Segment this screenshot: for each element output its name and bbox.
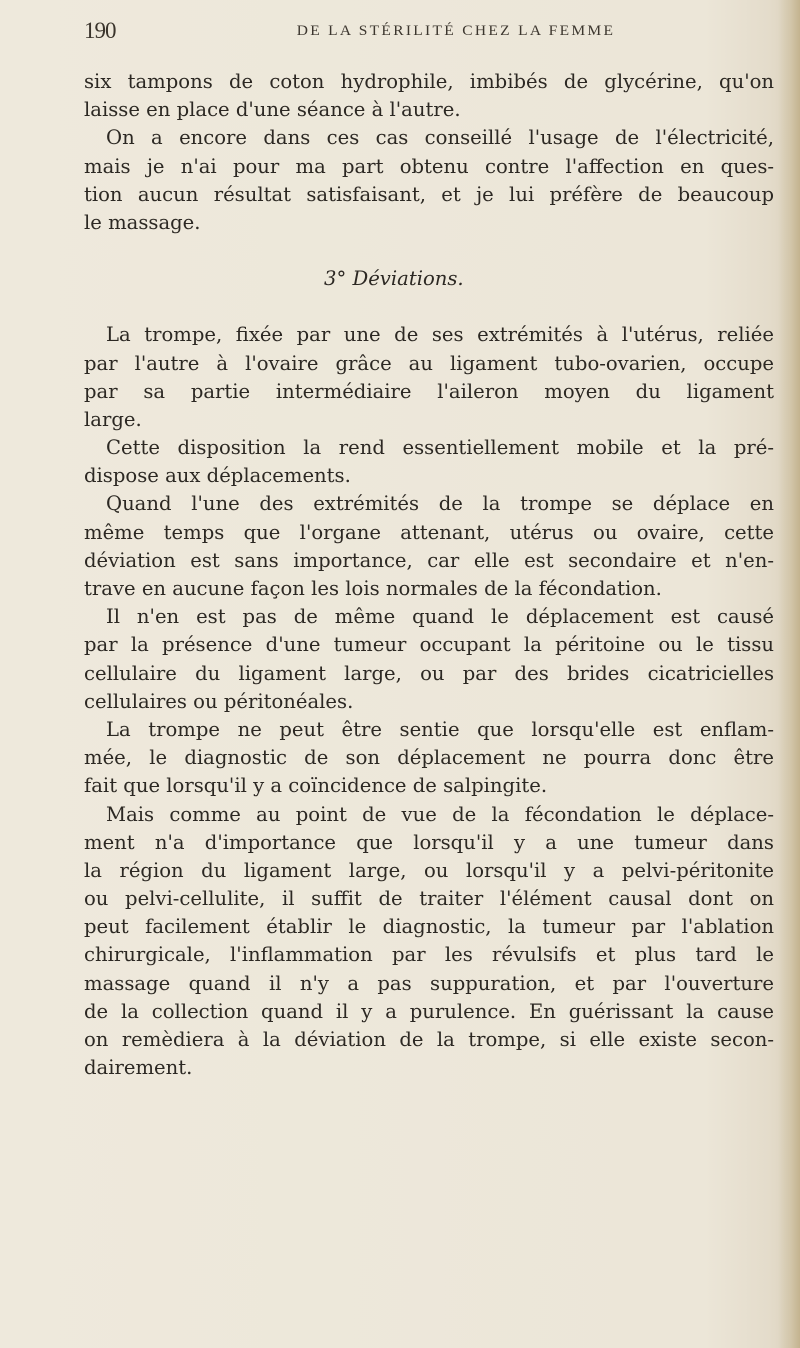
- page-header: [84, 18, 784, 58]
- running-head: DE LA STÉRILITÉ CHEZ LA FEMME: [296, 22, 616, 39]
- paragraph: [84, 321, 774, 434]
- paragraph: [84, 716, 774, 801]
- text-line: ou pelvi-cellulite, il suffit de traiter l'élément causal dont on: [84, 887, 774, 911]
- text-line: peut facilement établir le diagnostic, la tumeur par l'ablation: [84, 915, 774, 939]
- text-line: dispose aux déplacements.: [84, 464, 351, 488]
- paragraph: [84, 68, 774, 124]
- paragraph: [84, 124, 774, 237]
- text-line: chirurgicale, l'inflammation par les révulsifs et plus tard le: [84, 943, 774, 967]
- text-line: même temps que l'organe attenant, utérus ou ovaire, cette: [84, 520, 774, 544]
- text-line: par l'autre à l'ovaire grâce au ligament tubo-ovarien, occupe: [84, 351, 774, 375]
- paragraph: [84, 801, 774, 1083]
- paragraph: [84, 434, 774, 490]
- body-text: [84, 68, 774, 1082]
- text-line: Cette disposition la rend essentiellement mobile et la pré-: [106, 436, 774, 460]
- text-line: la région du ligament large, ou lorsqu'il y a pelvi-péritonite: [84, 858, 774, 882]
- text-line: par la présence d'une tumeur occupant la péritoine ou le tissu: [84, 633, 774, 657]
- text-line: Quand l'une des extrémités de la trompe se déplace en: [106, 492, 774, 516]
- text-line: La trompe, fixée par une de ses extrémités à l'utérus, reliée: [106, 323, 774, 347]
- text-line: de la collection quand il y a purulence. En guérissant la cause: [84, 999, 774, 1023]
- text-line: fait que lorsqu'il y a coïncidence de salpingite.: [84, 774, 548, 798]
- text-line: cellulaire du ligament large, ou par des brides cicatricielles: [84, 661, 774, 685]
- paragraph: [84, 603, 774, 716]
- section-heading: 3° Déviations.: [324, 267, 464, 291]
- text-line: On a encore dans ces cas conseillé l'usage de l'électricité,: [106, 126, 774, 150]
- text-line: six tampons de coton hydrophile, imbibés de glycérine, qu'on: [84, 70, 774, 93]
- text-line: dairement.: [84, 1056, 193, 1080]
- text-line: La trompe ne peut être sentie que lorsqu'elle est enflam-: [106, 717, 774, 741]
- text-line: cellulaires ou péritonéales.: [84, 689, 354, 713]
- paragraph: [84, 490, 774, 603]
- text-line: ment n'a d'importance que lorsqu'il y a une tumeur dans: [84, 830, 774, 854]
- text-line: massage quand il n'y a pas suppuration, et par l'ouverture: [84, 971, 774, 995]
- text-line: Il n'en est pas de même quand le déplacement est causé: [106, 605, 774, 629]
- page-number: 190: [84, 18, 116, 43]
- text-line: tion aucun résultat satisfaisant, et je lui préfère de beaucoup: [84, 182, 774, 206]
- text-line: large.: [84, 407, 142, 431]
- text-line: on remèdiera à la déviation de la trompe, si elle existe secon-: [84, 1028, 774, 1051]
- text-line: le massage.: [84, 210, 201, 234]
- text-line: laisse en place d'une séance à l'autre.: [84, 98, 461, 122]
- text-line: Mais comme au point de vue de la fécondation le déplace-: [106, 802, 774, 826]
- page-edge-shadow: [778, 0, 800, 1348]
- text-line: par sa partie intermédiaire l'aileron moyen du ligament: [84, 379, 774, 403]
- text-line: trave en aucune façon les lois normales de la fécondation.: [84, 577, 662, 600]
- text-line: mais je n'ai pour ma part obtenu contre l'affection en ques-: [84, 154, 774, 178]
- text-line: mée, le diagnostic de son déplacement ne pourra donc être: [84, 746, 774, 770]
- text-line: déviation est sans importance, car elle est secondaire et n'en-: [84, 548, 774, 572]
